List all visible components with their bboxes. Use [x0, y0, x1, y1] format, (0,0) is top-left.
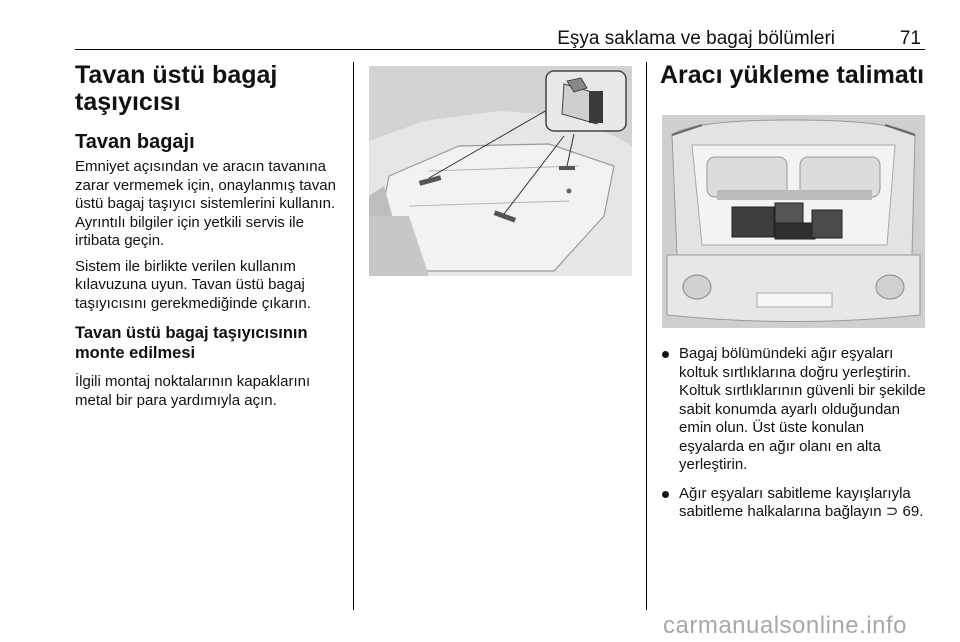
paragraph-instructions: Sistem ile birlikte verilen kullanım kılavuzuna uyun. Tavan üstü bagaj taşıyıcısını gerekmediğinde çıkarın.: [75, 257, 311, 312]
bullet-icon: [662, 491, 669, 498]
page-number: 71: [899, 28, 921, 49]
section-title-loading: Aracı yükleme talimatı: [660, 61, 925, 89]
trunk-loading-illustration: [662, 115, 925, 328]
page-header: [75, 26, 925, 50]
section-title-roof-rack: Tavan üstü bagaj taşıyıcısı: [75, 61, 278, 116]
roof-illustration-svg: [369, 66, 632, 276]
list-item-text: Ağır eşyaları sabitleme kayışlarıyla sabitleme halkalarına bağlayın ⊃ 69.: [679, 484, 924, 520]
list-item: [662, 485, 932, 522]
paragraph-installation: İlgili montaj noktalarının kapaklarını metal bir para yardımıyla açın.: [75, 373, 311, 409]
subtitle-installation: Tavan üstü bagaj taşıyıcısının monte edilmesi: [75, 324, 308, 362]
paragraph-safety: Emniyet açısından ve aracın tavanına zarar vermemek için, onaylanmış tavan üstü bagaj taşıyıcı sistemlerini kullanın. Ayrıntılı bilgiler için yetkili servis ile irtibata geçin.: [75, 158, 336, 249]
header-title: Eşya saklama ve bagaj bölümleri: [557, 28, 835, 49]
column-left: [75, 62, 345, 417]
column-right: [660, 62, 930, 89]
subtitle-roof-luggage: Tavan bagajı: [75, 131, 195, 153]
watermark: carmanualsonline.info: [663, 612, 907, 639]
header-rule: [75, 49, 925, 50]
loading-instructions-list: [662, 345, 932, 532]
list-item: [662, 345, 932, 475]
bullet-icon: [662, 351, 669, 358]
column-divider-right: [646, 62, 647, 610]
column-divider-left: [353, 62, 354, 610]
roof-rack-illustration: [369, 66, 632, 276]
list-item-text: Bagaj bölümündeki ağır eşyaları koltuk sırtlıklarına doğru yerleştirin. Koltuk sırtlıklarının güvenli bir şekilde sabit konumda ayarlı olduğundan emin olun. Üst üste konulan eşyalarda en ağır olanı en alta yerleştirin.: [679, 345, 926, 473]
trunk-illustration-svg: [662, 115, 925, 328]
